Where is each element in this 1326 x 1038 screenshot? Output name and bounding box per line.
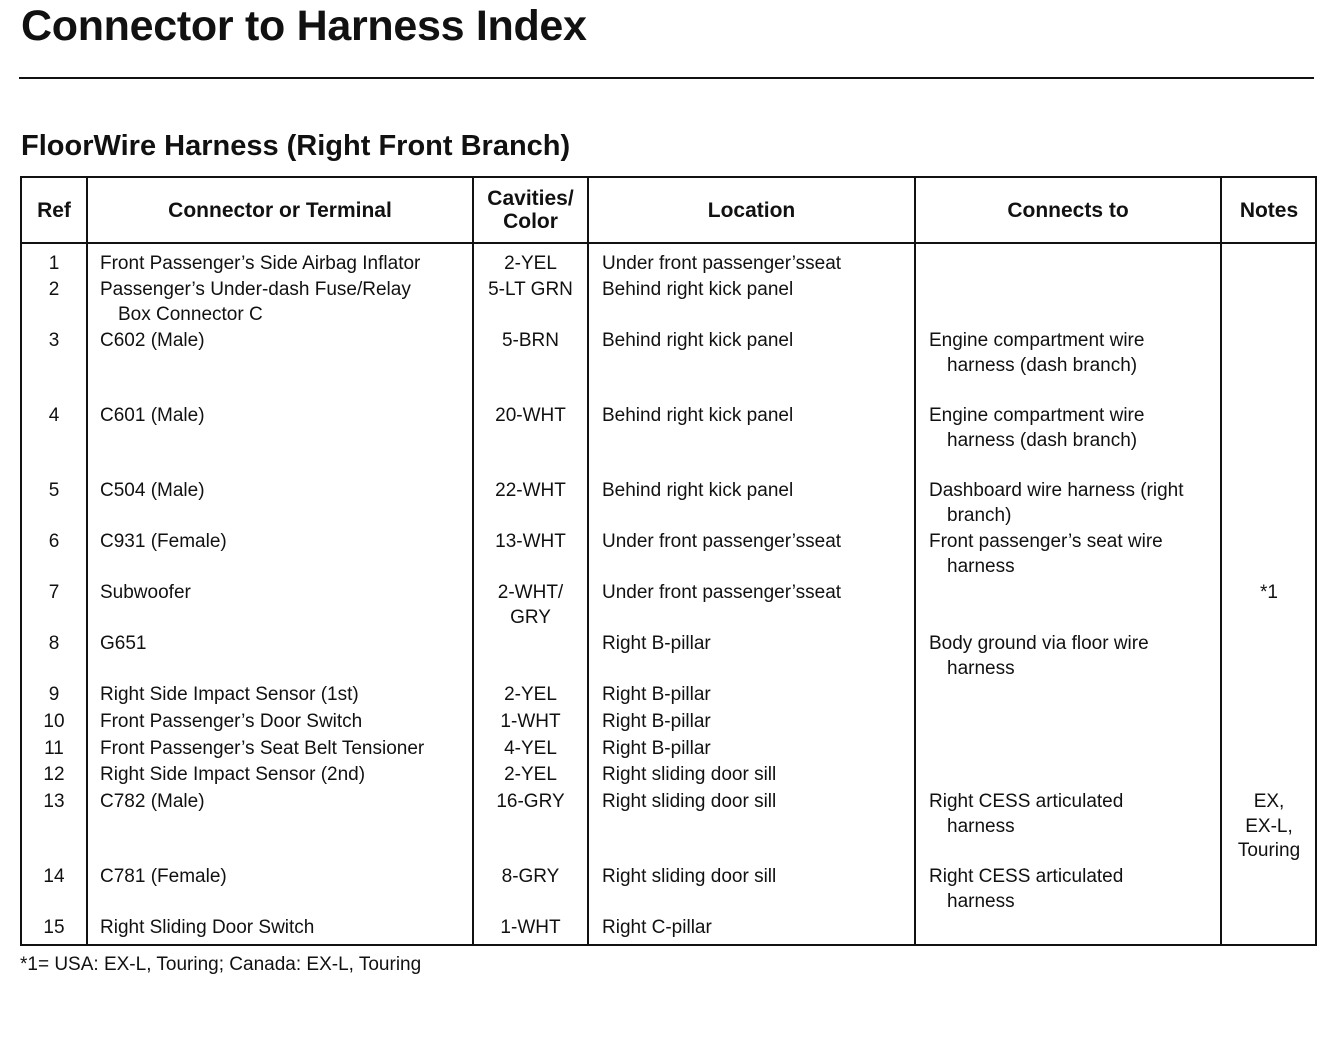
row-location: Right sliding door sill [602, 764, 777, 785]
row-location: Under front passenger’sseat [602, 531, 842, 552]
row-connects-to [929, 790, 1123, 839]
row-connector [100, 790, 205, 815]
row-ref: 10 [43, 711, 65, 732]
header-connector: Connector or Terminal [168, 198, 392, 222]
row-connects-to-line: Engine compartment wire [929, 330, 1145, 351]
row-location: Under front passenger’sseat [602, 582, 842, 603]
row-location: Right C-pillar [602, 917, 712, 938]
header-cavities-line1: Cavities/ [487, 187, 574, 210]
row-connector-line: Passenger’s Under-dash Fuse/Relay [100, 279, 411, 300]
row-connector-line: Box Connector C [118, 303, 263, 325]
row-connector-line: Front Passenger’s Seat Belt Tensioner [100, 738, 425, 759]
row-connects-to [929, 865, 1123, 914]
row-cavities-line: 4-YEL [504, 738, 557, 759]
row-connector [100, 865, 227, 890]
row-cavities [474, 865, 587, 890]
row-cavities-line: 2-YEL [504, 253, 557, 274]
row-cavities [474, 252, 587, 277]
row-connector-line: G651 [100, 633, 147, 654]
row-cavities-line: 5-LT GRN [488, 279, 573, 300]
row-connects-to [929, 329, 1144, 378]
row-location: Right B-pillar [602, 633, 711, 654]
row-connector [100, 329, 205, 354]
row-connector-line: Front Passenger’s Door Switch [100, 711, 363, 732]
header-notes: Notes [1239, 198, 1299, 222]
row-connector [100, 252, 420, 277]
row-cavities-line: 1-WHT [500, 917, 561, 938]
header-cavities-line2: Color [503, 210, 558, 233]
row-connector [100, 632, 146, 657]
row-connects-to-line: harness [947, 555, 1015, 577]
row-connector [100, 683, 359, 708]
row-location: Right sliding door sill [602, 866, 777, 887]
row-connector-line: C601 (Male) [100, 405, 205, 426]
row-connector-line: C781 (Female) [100, 866, 227, 887]
row-location: Behind right kick panel [602, 279, 794, 300]
row-cavities [474, 683, 587, 708]
row-connector-line: C931 (Female) [100, 531, 227, 552]
row-location: Right sliding door sill [602, 791, 777, 812]
row-ref: 4 [48, 405, 60, 426]
row-notes-line: EX-L, [1245, 815, 1293, 837]
row-connector [100, 581, 191, 606]
header-connects-to: Connects to [1007, 198, 1129, 222]
row-connector [100, 763, 365, 788]
row-connector [100, 737, 424, 762]
row-connects-to-line: Right CESS articulated [929, 791, 1124, 812]
row-connects-to-line: branch) [947, 504, 1012, 526]
section-title: FloorWire Harness (Right Front Branch) [21, 130, 571, 162]
connector-table [20, 176, 1317, 946]
row-location: Behind right kick panel [602, 330, 794, 351]
row-notes-line: *1 [1260, 582, 1278, 603]
row-cavities [474, 278, 587, 303]
row-cavities [474, 404, 587, 429]
row-connector-line: C782 (Male) [100, 791, 205, 812]
row-connects-to-line: Right CESS articulated [929, 866, 1124, 887]
row-connector-line: Subwoofer [100, 582, 191, 603]
row-cavities-line: 22-WHT [495, 480, 566, 501]
row-cavities [474, 479, 587, 504]
row-notes [1222, 581, 1316, 606]
row-location: Behind right kick panel [602, 405, 794, 426]
row-notes [1222, 790, 1316, 864]
row-connects-to-line: harness (dash branch) [947, 429, 1138, 451]
row-connects-to-line: harness [947, 815, 1015, 837]
row-ref: 5 [48, 480, 60, 501]
row-connector [100, 916, 314, 941]
row-connector-line: C602 (Male) [100, 330, 205, 351]
row-connects-to-line: harness [947, 890, 1015, 912]
row-ref: 6 [48, 531, 60, 552]
row-ref: 3 [48, 330, 60, 351]
column-divider [914, 178, 916, 944]
row-cavities-line: 5-BRN [501, 330, 559, 351]
row-connects-to [929, 632, 1149, 681]
row-ref: 7 [48, 582, 60, 603]
title-divider [19, 77, 1314, 79]
row-cavities [474, 916, 587, 941]
row-connects-to-line: Front passenger’s seat wire [929, 531, 1163, 552]
row-cavities-line: 8-GRY [501, 866, 560, 887]
row-ref: 8 [48, 633, 60, 654]
row-cavities-line: 20-WHT [495, 405, 566, 426]
row-location: Right B-pillar [602, 711, 711, 732]
row-connector-line: C504 (Male) [100, 480, 205, 501]
column-divider [587, 178, 589, 944]
row-cavities-line: 2-WHT/ [497, 582, 564, 603]
row-location: Under front passenger’sseat [602, 253, 842, 274]
column-divider [86, 178, 88, 944]
row-connector [100, 479, 205, 504]
row-ref: 14 [43, 866, 65, 887]
row-connector-line: Right Side Impact Sensor (1st) [100, 684, 359, 705]
row-ref: 9 [48, 684, 60, 705]
row-connects-to-line: Dashboard wire harness (right [929, 480, 1184, 501]
row-notes-line: Touring [1237, 840, 1301, 861]
row-connector [100, 530, 227, 555]
row-location: Right B-pillar [602, 684, 711, 705]
footnote: *1= USA: EX-L, Touring; Canada: EX-L, Touring [20, 954, 422, 975]
row-location: Behind right kick panel [602, 480, 794, 501]
row-notes-line: EX, [1253, 791, 1285, 812]
row-cavities [474, 763, 587, 788]
row-ref: 2 [48, 279, 60, 300]
row-connector-line: Right Side Impact Sensor (2nd) [100, 764, 366, 785]
row-cavities [474, 329, 587, 354]
row-cavities-line: 13-WHT [495, 531, 566, 552]
row-cavities [474, 790, 587, 815]
row-cavities-line: 2-YEL [504, 684, 557, 705]
row-connects-to [929, 404, 1144, 453]
header-location: Location [707, 198, 796, 222]
header-divider [22, 242, 1315, 244]
row-connector [100, 404, 205, 429]
row-ref: 15 [43, 917, 65, 938]
row-location: Right B-pillar [602, 738, 711, 759]
row-ref: 12 [43, 764, 65, 785]
row-connector-line: Front Passenger’s Side Airbag Inflator [100, 253, 421, 274]
row-connects-to-line: Engine compartment wire [929, 405, 1145, 426]
row-cavities-line: 16-GRY [496, 791, 565, 812]
page-title: Connector to Harness Index [21, 2, 587, 50]
row-cavities-line: GRY [510, 606, 551, 628]
row-ref: 11 [44, 738, 64, 759]
row-cavities [474, 530, 587, 555]
row-cavities [474, 710, 587, 735]
row-connects-to-line: harness (dash branch) [947, 354, 1138, 376]
row-connector-line: Right Sliding Door Switch [100, 917, 315, 938]
row-connector [100, 278, 411, 327]
row-cavities [474, 581, 587, 630]
row-connects-to-line: harness [947, 657, 1015, 679]
row-connects-to [929, 530, 1163, 579]
row-cavities-line: 1-WHT [500, 711, 561, 732]
row-connector [100, 710, 362, 735]
row-cavities [474, 737, 587, 762]
row-connects-to [929, 479, 1184, 528]
row-cavities-line: 2-YEL [504, 764, 557, 785]
row-connects-to-line: Body ground via floor wire [929, 633, 1149, 654]
row-ref: 13 [43, 791, 65, 812]
header-ref: Ref [37, 198, 71, 222]
row-ref: 1 [48, 253, 60, 274]
header-cavities [474, 178, 587, 242]
